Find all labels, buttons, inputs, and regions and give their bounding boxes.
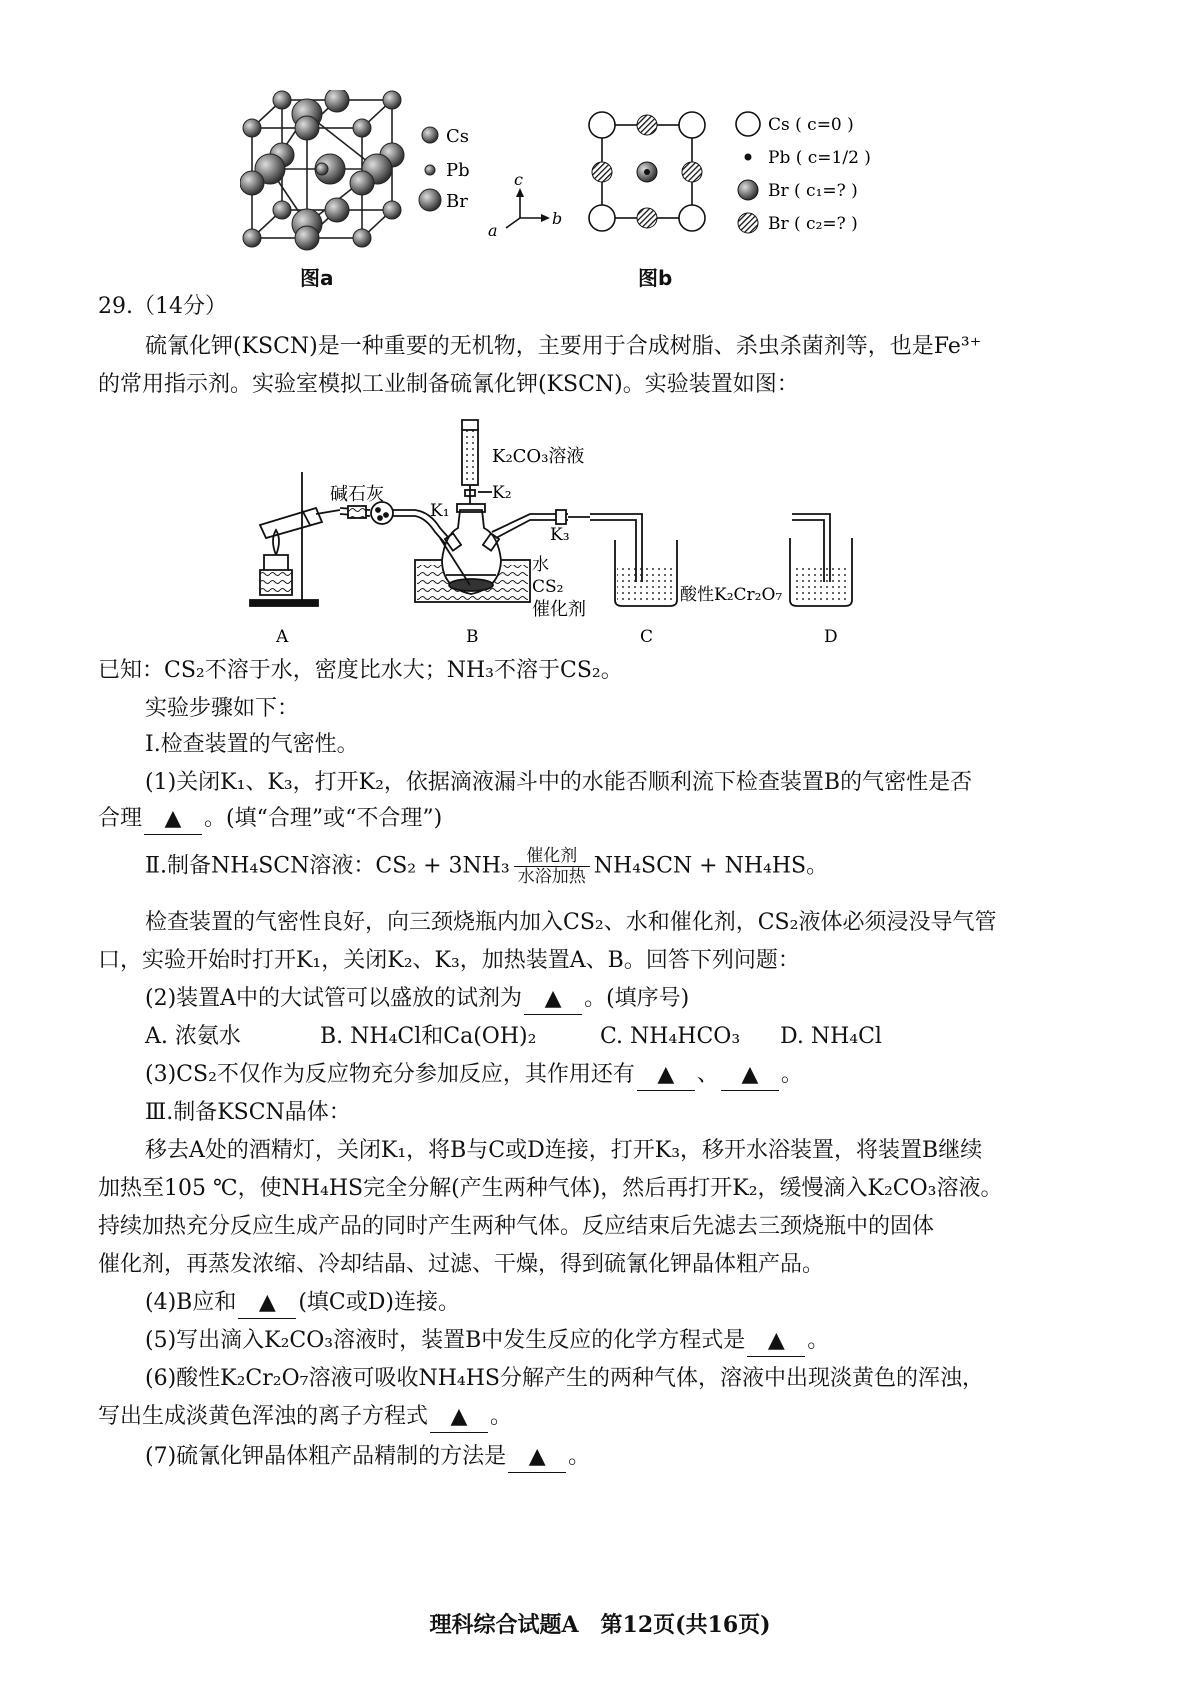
q1-post: 。(填“合理”或“不合理”) [204,806,443,831]
axis-b-label: b [552,209,563,228]
intro-line-1: 硫氰化钾(KSCN)是一种重要的无机物，主要用于合成树脂、杀虫杀菌剂等，也是Fe³⁺ [145,334,982,359]
label-soda-lime: 碱石灰 [330,484,384,505]
answer-blank-q5[interactable]: ▲ [747,1326,805,1357]
label-k2co3: K₂CO₃溶液 [492,446,585,467]
unit-c: C [640,627,654,647]
q5-post: 。 [807,1328,830,1353]
caption-fig-b: 图b [638,266,673,290]
figure-a-crystal [240,90,500,290]
q3-pre: (3)CS₂不仅作为反应物充分参加反应，其作用还有 [145,1062,635,1087]
eq-heating: 水浴加热 [517,867,586,887]
answer-blank-q1[interactable]: ▲ [144,804,202,835]
para-3-line-a: 移去A处的酒精灯，关闭K₁，将B与C或D连接，打开K₃，移开水浴装置，将装置B继续 [145,1138,983,1163]
q6-post: 。 [490,1404,513,1429]
label-k2: K₂ [492,483,512,503]
q1-line-a: (1)关闭K₁、K₃，打开K₂，依据滴液漏斗中的水能否顺利流下检查装置B的气密性是否 [145,770,973,795]
step-1: Ⅰ.检查装置的气密性。 [145,732,359,757]
steps-title: 实验步骤如下： [145,696,300,721]
legend-a-cs: Cs [446,126,470,147]
known-info: 已知：CS₂不溶于水，密度比水大；NH₃不溶于CS₂。 [98,658,623,683]
para-3-line-c: 持续加热充分反应生成产品的同时产生两种气体。反应结束后先滤去三颈烧瓶中的固体 [98,1214,935,1239]
q2-line [145,984,689,1015]
q7-line [145,1442,590,1473]
q6-line-b [98,1402,512,1433]
q4-line [145,1288,460,1319]
option-b[interactable]: B. NH₄Cl和Ca(OH)₂ [320,1024,537,1049]
eq-catalyst: 催化剂 [514,846,590,867]
legend-a-pb: Pb [446,160,470,181]
eq-condition [514,846,590,887]
page-footer: 理科综合试题A 第12页(共16页) [429,1612,771,1638]
q5-pre: (5)写出滴入K₂CO₃溶液时，装置B中发生反应的化学方程式是 [145,1328,746,1353]
label-k1: K₁ [430,501,450,521]
q3-post: 。 [780,1062,803,1087]
label-water: 水 [532,555,549,575]
axis-a-label: a [488,221,498,240]
para-2-line-a: 检查装置的气密性良好，向三颈烧瓶内加入CS₂、水和催化剂，CS₂液体必须浸没导气管 [145,910,997,935]
legend-b-pb: Pb ( c=1/2 ) [768,148,871,168]
step-2-equation [145,846,828,887]
label-catalyst: 催化剂 [532,599,586,620]
eq-left: Ⅱ.制备NH₄SCN溶液：CS₂ + 3NH₃ [145,853,510,879]
legend-b-br2: Br ( c₂=? ) [768,214,858,234]
question-number: 29.（14分） [98,294,227,319]
label-k3: K₃ [550,525,570,545]
answer-blank-q2[interactable]: ▲ [524,984,582,1015]
legend-a-br: Br [446,191,468,212]
step-3: Ⅲ.制备KSCN晶体： [145,1100,351,1125]
q6-line-a: (6)酸性K₂Cr₂O₇溶液可吸收NH₄HS分解产生的两种气体，溶液中出现淡黄色的浑浊， [145,1366,984,1391]
figure-b-projection [480,100,900,250]
q4-post: (填C或D)连接。 [298,1290,460,1315]
option-d[interactable]: D. NH₄Cl [780,1024,882,1049]
answer-blank-q6[interactable]: ▲ [430,1402,488,1433]
q1-line-b [98,804,442,835]
legend-b-cs: Cs ( c=0 ) [768,115,854,135]
option-c[interactable]: C. NH₄HCO₃ [600,1024,741,1049]
q3-sep: 、 [696,1062,719,1087]
q1-pre: 合理 [98,806,143,831]
answer-blank-q7[interactable]: ▲ [508,1442,566,1473]
intro-line-2: 的常用指示剂。实验室模拟工业制备硫氰化钾(KSCN)。实验装置如图： [98,372,799,397]
q5-line [145,1326,829,1357]
answer-blank-q3-1[interactable]: ▲ [637,1060,695,1091]
q2-post: 。(填序号) [584,986,690,1011]
unit-d: D [824,627,838,647]
answer-blank-q4[interactable]: ▲ [238,1288,296,1319]
q4-pre: (4)B应和 [145,1290,237,1315]
axis-c-label: c [514,170,523,189]
caption-fig-a: 图a [300,266,334,290]
answer-blank-q3-2[interactable]: ▲ [721,1060,779,1091]
legend-b-br1: Br ( c₁=? ) [768,181,858,201]
apparatus-figure [230,410,930,650]
para-3-line-b: 加热至105 ℃，使NH₄HS完全分解(产生两种气体)，然后再打开K₂，缓慢滴入K₂CO₃溶液。 [98,1176,1003,1201]
label-acid-k2cr2o7: 酸性K₂Cr₂O₇ [680,585,783,605]
q7-pre: (7)硫氰化钾晶体粗产品精制的方法是 [145,1444,507,1469]
unit-b: B [466,627,479,647]
unit-a: A [276,627,289,647]
q6-pre: 写出生成淡黄色浑浊的离子方程式 [98,1404,429,1429]
q2-pre: (2)装置A中的大试管可以盛放的试剂为 [145,986,523,1011]
para-2-line-b: 口，实验开始时打开K₁，关闭K₂、K₃，加热装置A、B。回答下列问题： [98,948,800,973]
q3-line [145,1060,803,1091]
para-3-line-d: 催化剂，再蒸发浓缩、冷却结晶、过滤、干燥，得到硫氰化钾晶体粗产品。 [98,1252,825,1277]
q7-post: 。 [568,1444,591,1469]
eq-right: NH₄SCN + NH₄HS。 [593,853,829,879]
q2-options [145,1022,882,1052]
option-a[interactable]: A. 浓氨水 [145,1024,241,1049]
label-cs2: CS₂ [532,577,564,597]
